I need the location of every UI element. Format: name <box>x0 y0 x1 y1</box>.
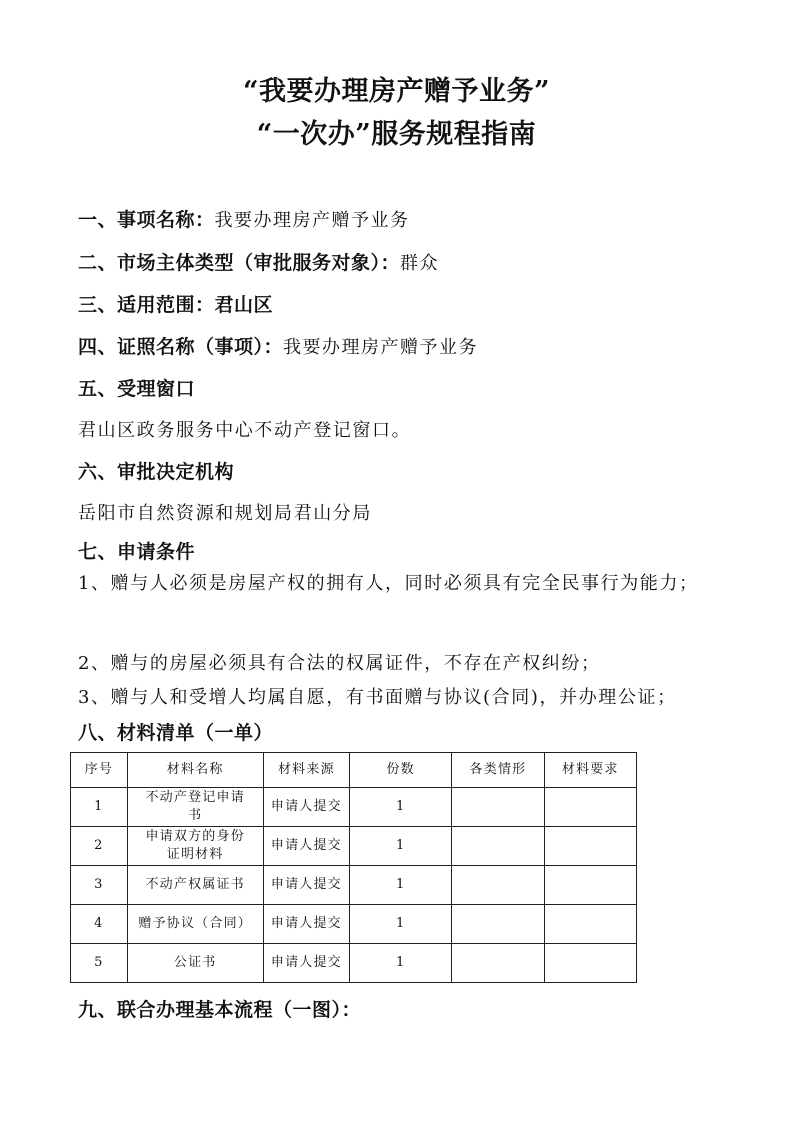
cell-requirement <box>544 944 636 983</box>
cell-source: 申请人提交 <box>263 905 349 944</box>
cell-name-line-1: 申请双方的身份 <box>145 829 245 844</box>
section-value: 我要办理房产赠予业务 <box>214 210 410 231</box>
cell-count: 1 <box>350 866 452 905</box>
cell-requirement <box>544 788 636 827</box>
section-label: 四、证照名称（事项）： <box>78 336 284 358</box>
section-window-body: 君山区政务服务中心不动产登记窗口。 <box>78 420 412 441</box>
materials-table <box>70 752 637 983</box>
cell-name-line-2: 证明材料 <box>166 847 224 862</box>
cell-count: 1 <box>350 827 452 866</box>
condition-item-2: 2、赠与的房屋必须具有合法的权属证件，不存在产权纠纷； <box>78 653 601 674</box>
table-row <box>71 827 637 866</box>
section-label: 六、审批决定机构 <box>78 461 235 483</box>
condition-item-3: 3、赠与人和受增人均属自愿，有书面赠与协议(合同)，并办理公证； <box>78 687 677 708</box>
section-value: 群众 <box>400 253 440 274</box>
section-scope <box>78 292 723 319</box>
table-row <box>71 944 637 983</box>
section-label: 二、市场主体类型（审批服务对象）： <box>78 252 401 274</box>
cell-name: 赠予协议（合同） <box>127 905 263 944</box>
cell-name: 不动产权属证书 <box>127 866 263 905</box>
table-row <box>71 866 637 905</box>
cell-count: 1 <box>350 788 452 827</box>
section-authority-body: 岳阳市自然资源和规划局君山分局 <box>78 503 372 524</box>
cell-no: 4 <box>71 905 128 944</box>
section-label: 三、适用范围：君山区 <box>78 294 274 316</box>
cell-requirement <box>544 905 636 944</box>
cell-count: 1 <box>350 905 452 944</box>
section-item-name <box>78 207 723 234</box>
section-window-heading <box>78 376 723 403</box>
column-header-requirement: 材料要求 <box>544 753 636 788</box>
cell-source: 申请人提交 <box>263 788 349 827</box>
section-license-name <box>78 334 723 361</box>
section-label: 七、申请条件 <box>78 541 196 563</box>
condition-item-1: 1、赠与人必须是房屋产权的拥有人，同时必须具有完全民事行为能力； <box>78 573 699 594</box>
cell-case <box>452 866 544 905</box>
section-materials-heading <box>78 720 723 747</box>
column-header-case: 各类情形 <box>452 753 544 788</box>
section-label: 八、材料清单（一单） <box>78 722 274 744</box>
cell-name-line-2: 书 <box>188 808 203 823</box>
cell-name-line-1: 不动产登记申请 <box>145 790 245 805</box>
section-applicant-type <box>78 250 723 277</box>
column-header-count: 份数 <box>350 753 452 788</box>
column-header-source: 材料来源 <box>263 753 349 788</box>
section-label: 九、联合办理基本流程（一图）： <box>78 999 362 1021</box>
cell-no: 3 <box>71 866 128 905</box>
cell-source: 申请人提交 <box>263 827 349 866</box>
cell-no: 2 <box>71 827 128 866</box>
table-row <box>71 788 637 827</box>
cell-name <box>127 827 263 866</box>
table-row <box>71 905 637 944</box>
column-header-no: 序号 <box>71 753 128 788</box>
document-title-line-1: “我要办理房产赠予业务” <box>242 76 551 107</box>
cell-case <box>452 905 544 944</box>
cell-no: 1 <box>71 788 128 827</box>
cell-case <box>452 827 544 866</box>
cell-name <box>127 788 263 827</box>
cell-requirement <box>544 866 636 905</box>
column-header-name: 材料名称 <box>127 753 263 788</box>
table-header-row <box>71 753 637 788</box>
section-authority-heading <box>78 459 723 486</box>
cell-no: 5 <box>71 944 128 983</box>
cell-source: 申请人提交 <box>263 866 349 905</box>
section-label: 五、受理窗口 <box>78 378 196 400</box>
cell-requirement <box>544 827 636 866</box>
document-title-line-2: “一次办”服务规程指南 <box>256 119 537 150</box>
cell-case <box>452 788 544 827</box>
section-value: 我要办理房产赠予业务 <box>283 337 479 358</box>
cell-count: 1 <box>350 944 452 983</box>
cell-source: 申请人提交 <box>263 944 349 983</box>
cell-case <box>452 944 544 983</box>
section-process-heading <box>78 997 723 1024</box>
section-label: 一、事项名称： <box>78 209 215 231</box>
section-conditions-heading <box>78 539 723 566</box>
cell-name: 公证书 <box>127 944 263 983</box>
